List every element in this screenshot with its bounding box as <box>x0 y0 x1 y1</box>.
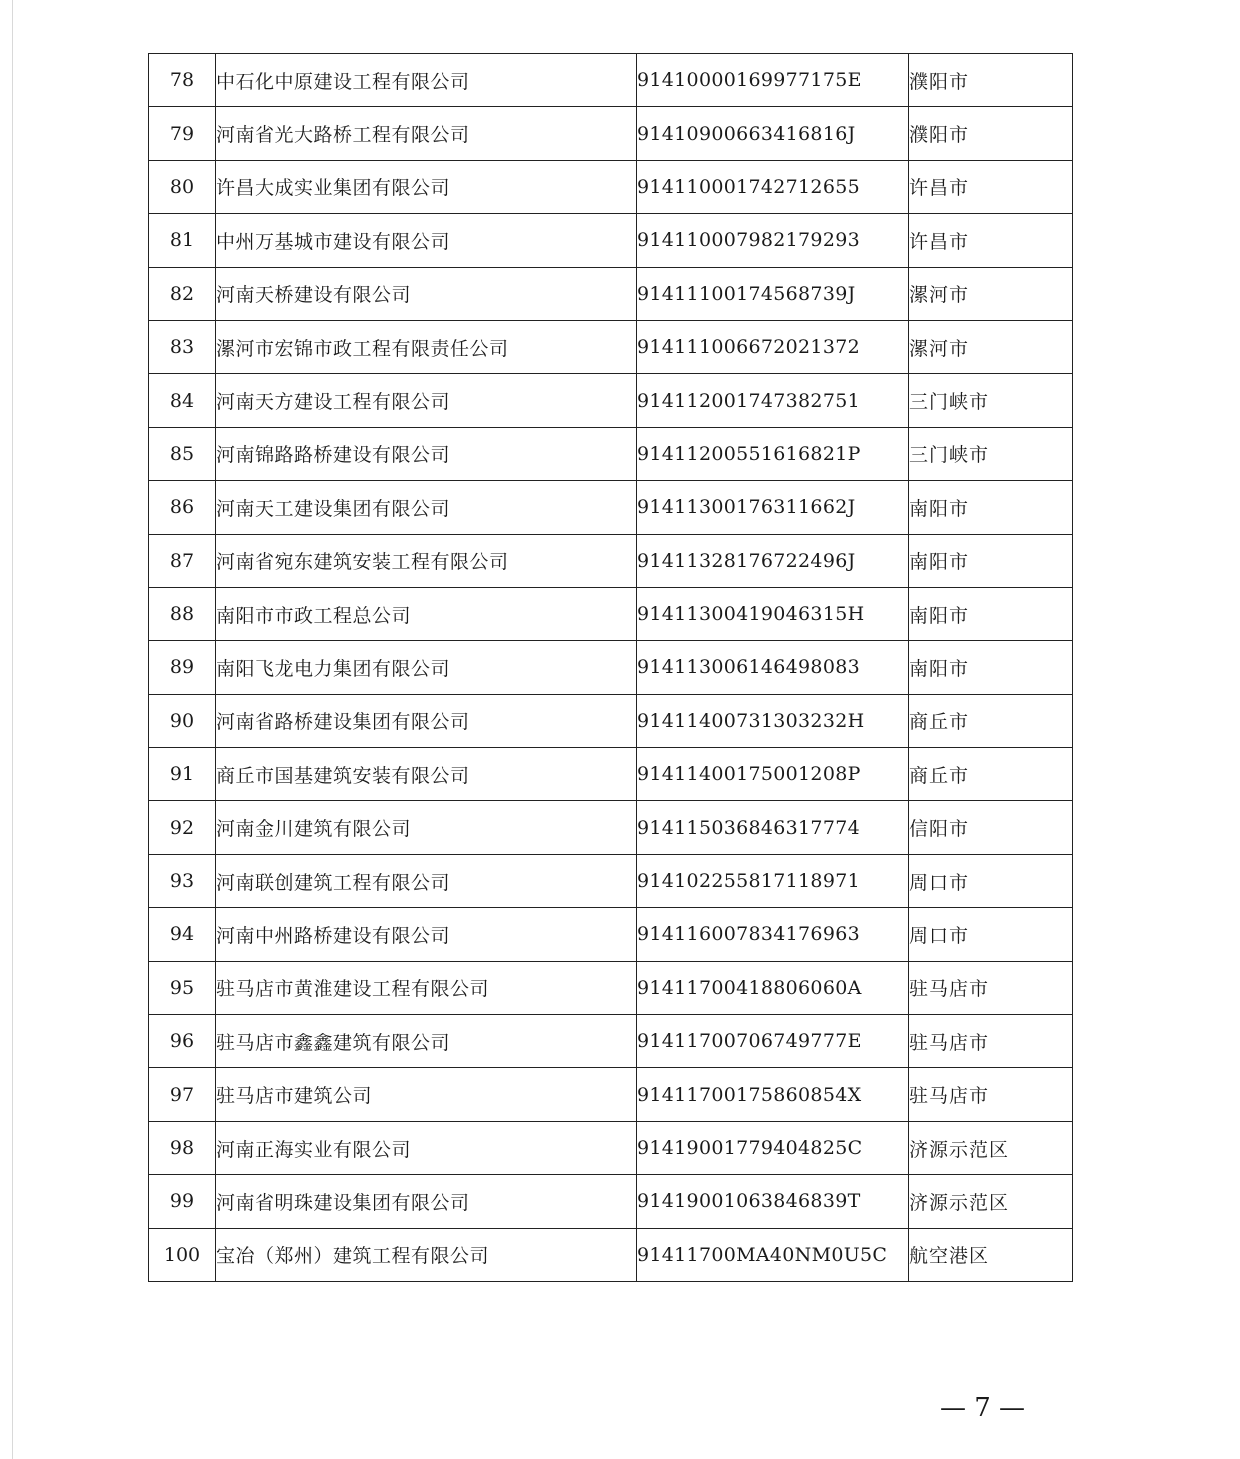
table-row <box>149 748 1073 801</box>
row-number-cell: 99 <box>149 1175 216 1228</box>
credit-code-cell: 914113006146498083 <box>637 641 909 694</box>
credit-code-cell: 91411700MA40NM0U5C <box>637 1228 909 1281</box>
table-row <box>149 54 1073 107</box>
company-name-cell: 驻马店市建筑公司 <box>216 1068 637 1121</box>
row-number-cell: 97 <box>149 1068 216 1121</box>
company-name-cell: 河南锦路路桥建设有限公司 <box>216 427 637 480</box>
company-name-cell: 河南天桥建设有限公司 <box>216 267 637 320</box>
company-name-cell: 河南金川建筑有限公司 <box>216 801 637 854</box>
table-row <box>149 107 1073 160</box>
company-name-cell: 河南省光大路桥工程有限公司 <box>216 107 637 160</box>
credit-code-cell: 91411328176722496J <box>637 534 909 587</box>
row-number-cell: 80 <box>149 160 216 213</box>
row-number-cell: 92 <box>149 801 216 854</box>
company-name-cell: 河南省路桥建设集团有限公司 <box>216 694 637 747</box>
row-number-cell: 95 <box>149 961 216 1014</box>
credit-code-cell: 91411300176311662J <box>637 481 909 534</box>
company-name-cell: 漯河市宏锦市政工程有限责任公司 <box>216 320 637 373</box>
credit-code-cell: 91411100174568739J <box>637 267 909 320</box>
table-row <box>149 1175 1073 1228</box>
table-row <box>149 641 1073 694</box>
company-name-cell: 南阳飞龙电力集团有限公司 <box>216 641 637 694</box>
company-name-cell: 驻马店市黄淮建设工程有限公司 <box>216 961 637 1014</box>
company-name-cell: 河南天工建设集团有限公司 <box>216 481 637 534</box>
credit-code-cell: 91411400175001208P <box>637 748 909 801</box>
table-row <box>149 694 1073 747</box>
credit-code-cell: 914110001742712655 <box>637 160 909 213</box>
credit-code-cell: 914110007982179293 <box>637 214 909 267</box>
company-name-cell: 许昌大成实业集团有限公司 <box>216 160 637 213</box>
company-name-cell: 商丘市国基建筑安装有限公司 <box>216 748 637 801</box>
city-cell: 济源示范区 <box>909 1121 1073 1174</box>
city-cell: 南阳市 <box>909 641 1073 694</box>
city-cell: 驻马店市 <box>909 1068 1073 1121</box>
company-name-cell: 中石化中原建设工程有限公司 <box>216 54 637 107</box>
table-row <box>149 267 1073 320</box>
company-name-cell: 南阳市市政工程总公司 <box>216 587 637 640</box>
city-cell: 信阳市 <box>909 801 1073 854</box>
table-row <box>149 854 1073 907</box>
row-number-cell: 88 <box>149 587 216 640</box>
table-row <box>149 320 1073 373</box>
city-cell: 濮阳市 <box>909 107 1073 160</box>
city-cell: 南阳市 <box>909 534 1073 587</box>
credit-code-cell: 91419001779404825C <box>637 1121 909 1174</box>
row-number-cell: 79 <box>149 107 216 160</box>
city-cell: 三门峡市 <box>909 427 1073 480</box>
credit-code-cell: 91410900663416816J <box>637 107 909 160</box>
credit-code-cell: 91410000169977175E <box>637 54 909 107</box>
credit-code-cell: 914111006672021372 <box>637 320 909 373</box>
row-number-cell: 81 <box>149 214 216 267</box>
table-row <box>149 908 1073 961</box>
company-name-cell: 河南省宛东建筑安装工程有限公司 <box>216 534 637 587</box>
credit-code-cell: 91411300419046315H <box>637 587 909 640</box>
city-cell: 济源示范区 <box>909 1175 1073 1228</box>
row-number-cell: 91 <box>149 748 216 801</box>
row-number-cell: 78 <box>149 54 216 107</box>
table-row <box>149 481 1073 534</box>
city-cell: 商丘市 <box>909 694 1073 747</box>
row-number-cell: 96 <box>149 1015 216 1068</box>
company-table-body <box>149 54 1073 1282</box>
row-number-cell: 94 <box>149 908 216 961</box>
company-name-cell: 中州万基城市建设有限公司 <box>216 214 637 267</box>
table-row <box>149 801 1073 854</box>
company-table <box>148 53 1073 1282</box>
city-cell: 驻马店市 <box>909 961 1073 1014</box>
table-row <box>149 961 1073 1014</box>
table-row <box>149 374 1073 427</box>
credit-code-cell: 914115036846317774 <box>637 801 909 854</box>
city-cell: 周口市 <box>909 854 1073 907</box>
city-cell: 周口市 <box>909 908 1073 961</box>
credit-code-cell: 914102255817118971 <box>637 854 909 907</box>
page-number: — 7 — <box>939 1393 1026 1423</box>
row-number-cell: 100 <box>149 1228 216 1281</box>
city-cell: 濮阳市 <box>909 54 1073 107</box>
table-row <box>149 1068 1073 1121</box>
city-cell: 许昌市 <box>909 160 1073 213</box>
row-number-cell: 83 <box>149 320 216 373</box>
company-name-cell: 河南中州路桥建设有限公司 <box>216 908 637 961</box>
row-number-cell: 87 <box>149 534 216 587</box>
credit-code-cell: 914112001747382751 <box>637 374 909 427</box>
company-name-cell: 驻马店市鑫鑫建筑有限公司 <box>216 1015 637 1068</box>
city-cell: 漯河市 <box>909 267 1073 320</box>
city-cell: 三门峡市 <box>909 374 1073 427</box>
company-name-cell: 河南正海实业有限公司 <box>216 1121 637 1174</box>
city-cell: 南阳市 <box>909 587 1073 640</box>
city-cell: 漯河市 <box>909 320 1073 373</box>
table-row <box>149 1228 1073 1281</box>
row-number-cell: 85 <box>149 427 216 480</box>
row-number-cell: 93 <box>149 854 216 907</box>
credit-code-cell: 91411400731303232H <box>637 694 909 747</box>
table-row <box>149 160 1073 213</box>
credit-code-cell: 91411700418806060A <box>637 961 909 1014</box>
city-cell: 商丘市 <box>909 748 1073 801</box>
credit-code-cell: 91411700175860854X <box>637 1068 909 1121</box>
company-name-cell: 河南省明珠建设集团有限公司 <box>216 1175 637 1228</box>
row-number-cell: 82 <box>149 267 216 320</box>
row-number-cell: 98 <box>149 1121 216 1174</box>
table-row <box>149 534 1073 587</box>
company-name-cell: 河南联创建筑工程有限公司 <box>216 854 637 907</box>
company-name-cell: 宝冶（郑州）建筑工程有限公司 <box>216 1228 637 1281</box>
row-number-cell: 90 <box>149 694 216 747</box>
table-row <box>149 427 1073 480</box>
credit-code-cell: 91419001063846839T <box>637 1175 909 1228</box>
scan-edge-line <box>12 0 13 1459</box>
city-cell: 航空港区 <box>909 1228 1073 1281</box>
city-cell: 南阳市 <box>909 481 1073 534</box>
credit-code-cell: 91411200551616821P <box>637 427 909 480</box>
table-row <box>149 1015 1073 1068</box>
table-row <box>149 1121 1073 1174</box>
credit-code-cell: 914116007834176963 <box>637 908 909 961</box>
row-number-cell: 89 <box>149 641 216 694</box>
city-cell: 许昌市 <box>909 214 1073 267</box>
table-row <box>149 214 1073 267</box>
credit-code-cell: 91411700706749777E <box>637 1015 909 1068</box>
row-number-cell: 86 <box>149 481 216 534</box>
city-cell: 驻马店市 <box>909 1015 1073 1068</box>
row-number-cell: 84 <box>149 374 216 427</box>
company-name-cell: 河南天方建设工程有限公司 <box>216 374 637 427</box>
table-row <box>149 587 1073 640</box>
